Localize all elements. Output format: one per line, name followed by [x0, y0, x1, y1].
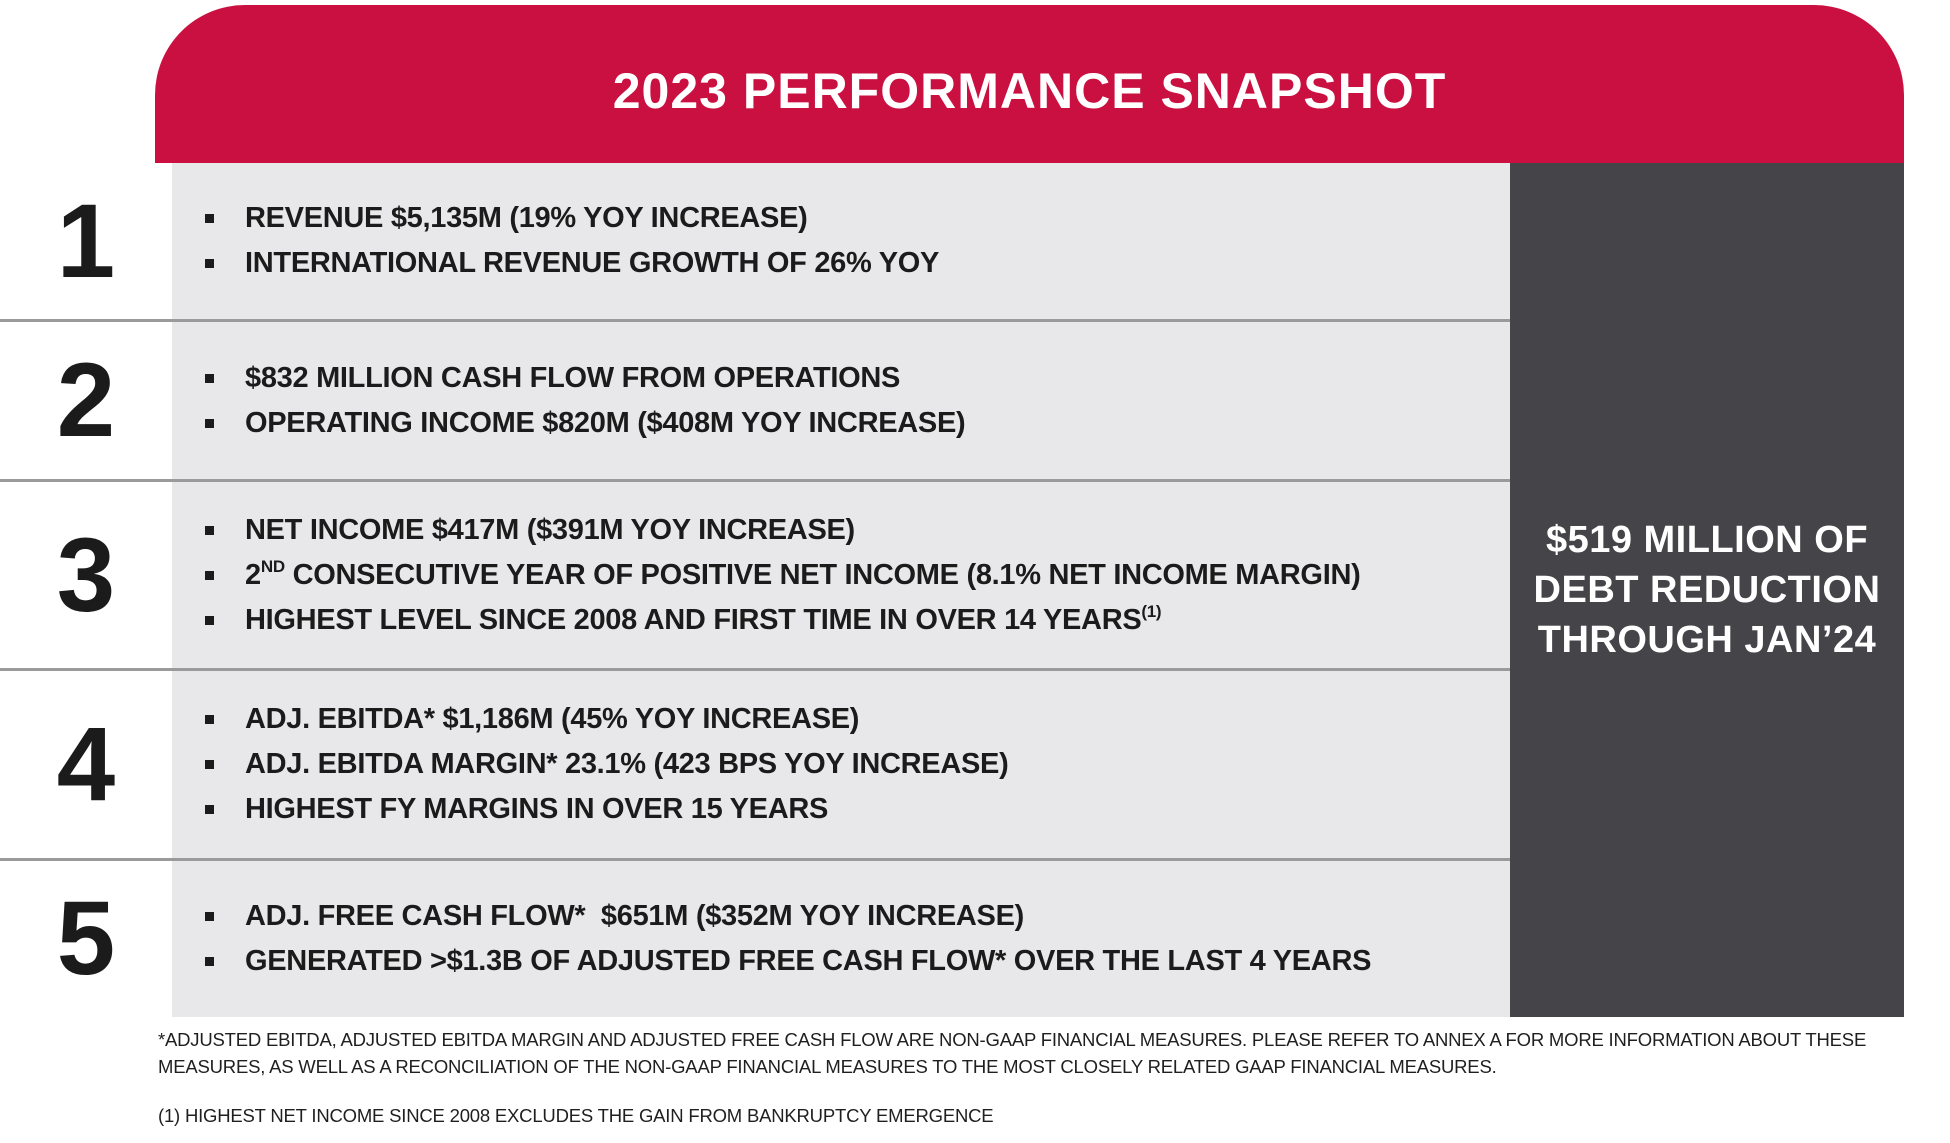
bullet-square-icon	[205, 760, 214, 769]
superscript: ND	[260, 556, 285, 576]
debt-reduction-text-line: DEBT REDUCTION	[1533, 569, 1881, 611]
bullet-text: ADJ. EBITDA MARGIN* 23.1% (423 BPS YOY INCREASE)	[245, 747, 1009, 780]
performance-rows	[0, 163, 1510, 1017]
bullet-item	[172, 553, 1510, 598]
bullet-item	[172, 241, 1510, 286]
bullet-square-icon	[205, 805, 214, 814]
bullet-item	[172, 894, 1510, 939]
bullet-square-icon	[205, 526, 214, 535]
bullet-square-icon	[205, 571, 214, 580]
row-number: 2	[56, 342, 116, 460]
row-number-cell	[0, 482, 172, 668]
bullet-text: HIGHEST LEVEL SINCE 2008 AND FIRST TIME IN OVER 14 YEARS$^{(1)}$	[245, 601, 1162, 636]
bullet-item	[172, 598, 1510, 643]
row-content	[172, 861, 1510, 1017]
row-number-cell	[0, 163, 172, 319]
debt-reduction-text-line: $519 MILLION OF	[1545, 519, 1869, 561]
performance-row	[0, 479, 1510, 668]
row-content	[172, 482, 1510, 668]
bullet-text: NET INCOME $417M ($391M YOY INCREASE)	[245, 513, 855, 546]
performance-row	[0, 163, 1510, 319]
bullet-text: HIGHEST FY MARGINS IN OVER 15 YEARS	[245, 792, 829, 825]
row-number: 3	[56, 516, 116, 634]
footnotes	[158, 1026, 1948, 1129]
bullet-item	[172, 196, 1510, 241]
bullet-item	[172, 787, 1510, 832]
bullet-square-icon	[205, 912, 214, 921]
slide-title: 2023 PERFORMANCE SNAPSHOT	[612, 63, 1447, 119]
row-number-cell	[0, 671, 172, 857]
performance-row	[0, 668, 1510, 857]
bullet-text: ADJ. FREE CASH FLOW* $651M ($352M YOY INCREASE)	[245, 899, 1024, 932]
bullet-square-icon	[205, 419, 214, 428]
bullet-text: INTERNATIONAL REVENUE GROWTH OF 26% YOY	[245, 247, 940, 280]
debt-reduction-panel	[1510, 163, 1904, 1017]
bullet-text: OPERATING INCOME $820M ($408M YOY INCREASE)	[245, 406, 966, 439]
row-number-cell	[0, 322, 172, 478]
row-number: 1	[56, 182, 116, 300]
row-content	[172, 322, 1510, 478]
performance-row	[0, 858, 1510, 1017]
row-number: 5	[56, 880, 116, 998]
bullet-square-icon	[205, 259, 214, 268]
bullet-square-icon	[205, 957, 214, 966]
bullet-item	[172, 508, 1510, 553]
bullet-item	[172, 356, 1510, 401]
bullet-square-icon	[205, 214, 214, 223]
bullet-text: REVENUE $5,135M (19% YOY INCREASE)	[245, 202, 808, 235]
bullet-square-icon	[205, 374, 214, 383]
bullet-square-icon	[205, 715, 214, 724]
bullet-text: ADJ. EBITDA* $1,186M (45% YOY INCREASE)	[245, 702, 860, 735]
row-number-cell	[0, 861, 172, 1017]
debt-reduction-text-line: THROUGH JAN’24	[1537, 619, 1877, 661]
bullet-item	[172, 697, 1510, 742]
row-number: 4	[56, 705, 116, 823]
row-content	[172, 671, 1510, 857]
slide-header-banner	[155, 5, 1904, 163]
performance-row	[0, 319, 1510, 478]
bullet-text: $832 MILLION CASH FLOW FROM OPERATIONS	[245, 361, 901, 394]
row-content	[172, 163, 1510, 319]
bullet-square-icon	[205, 616, 214, 625]
bullet-text: GENERATED >$1.3B OF ADJUSTED FREE CASH FLOW* OVER THE LAST 4 YEARS	[245, 944, 1372, 977]
superscript: (1)	[1141, 601, 1162, 621]
bullet-item	[172, 401, 1510, 446]
bullet-item	[172, 742, 1510, 787]
bullet-text: 2ND CONSECUTIVE YEAR OF POSITIVE NET INCOME (8.1% NET INCOME MARGIN)	[245, 556, 1361, 591]
footnote-non-gaap: *ADJUSTED EBITDA, ADJUSTED EBITDA MARGIN AND ADJUSTED FREE CASH FLOW ARE NON-GAAP FINANCIAL MEASURES. PLEASE REFER TO ANNEX A FOR MORE INFORMATION ABOUT THESE MEASURES, AS WELL AS A RECONCILIATION OF THE NON-GAAP FINANCIAL MEASURES TO THE MOST CLOSELY RELATED GAAP FINANCIAL MEASURES.	[158, 1029, 1867, 1077]
footnote-net-income: (1) HIGHEST NET INCOME SINCE 2008 EXCLUDES THE GAIN FROM BANKRUPTCY EMERGENCE	[158, 1105, 994, 1126]
bullet-item	[172, 939, 1510, 984]
